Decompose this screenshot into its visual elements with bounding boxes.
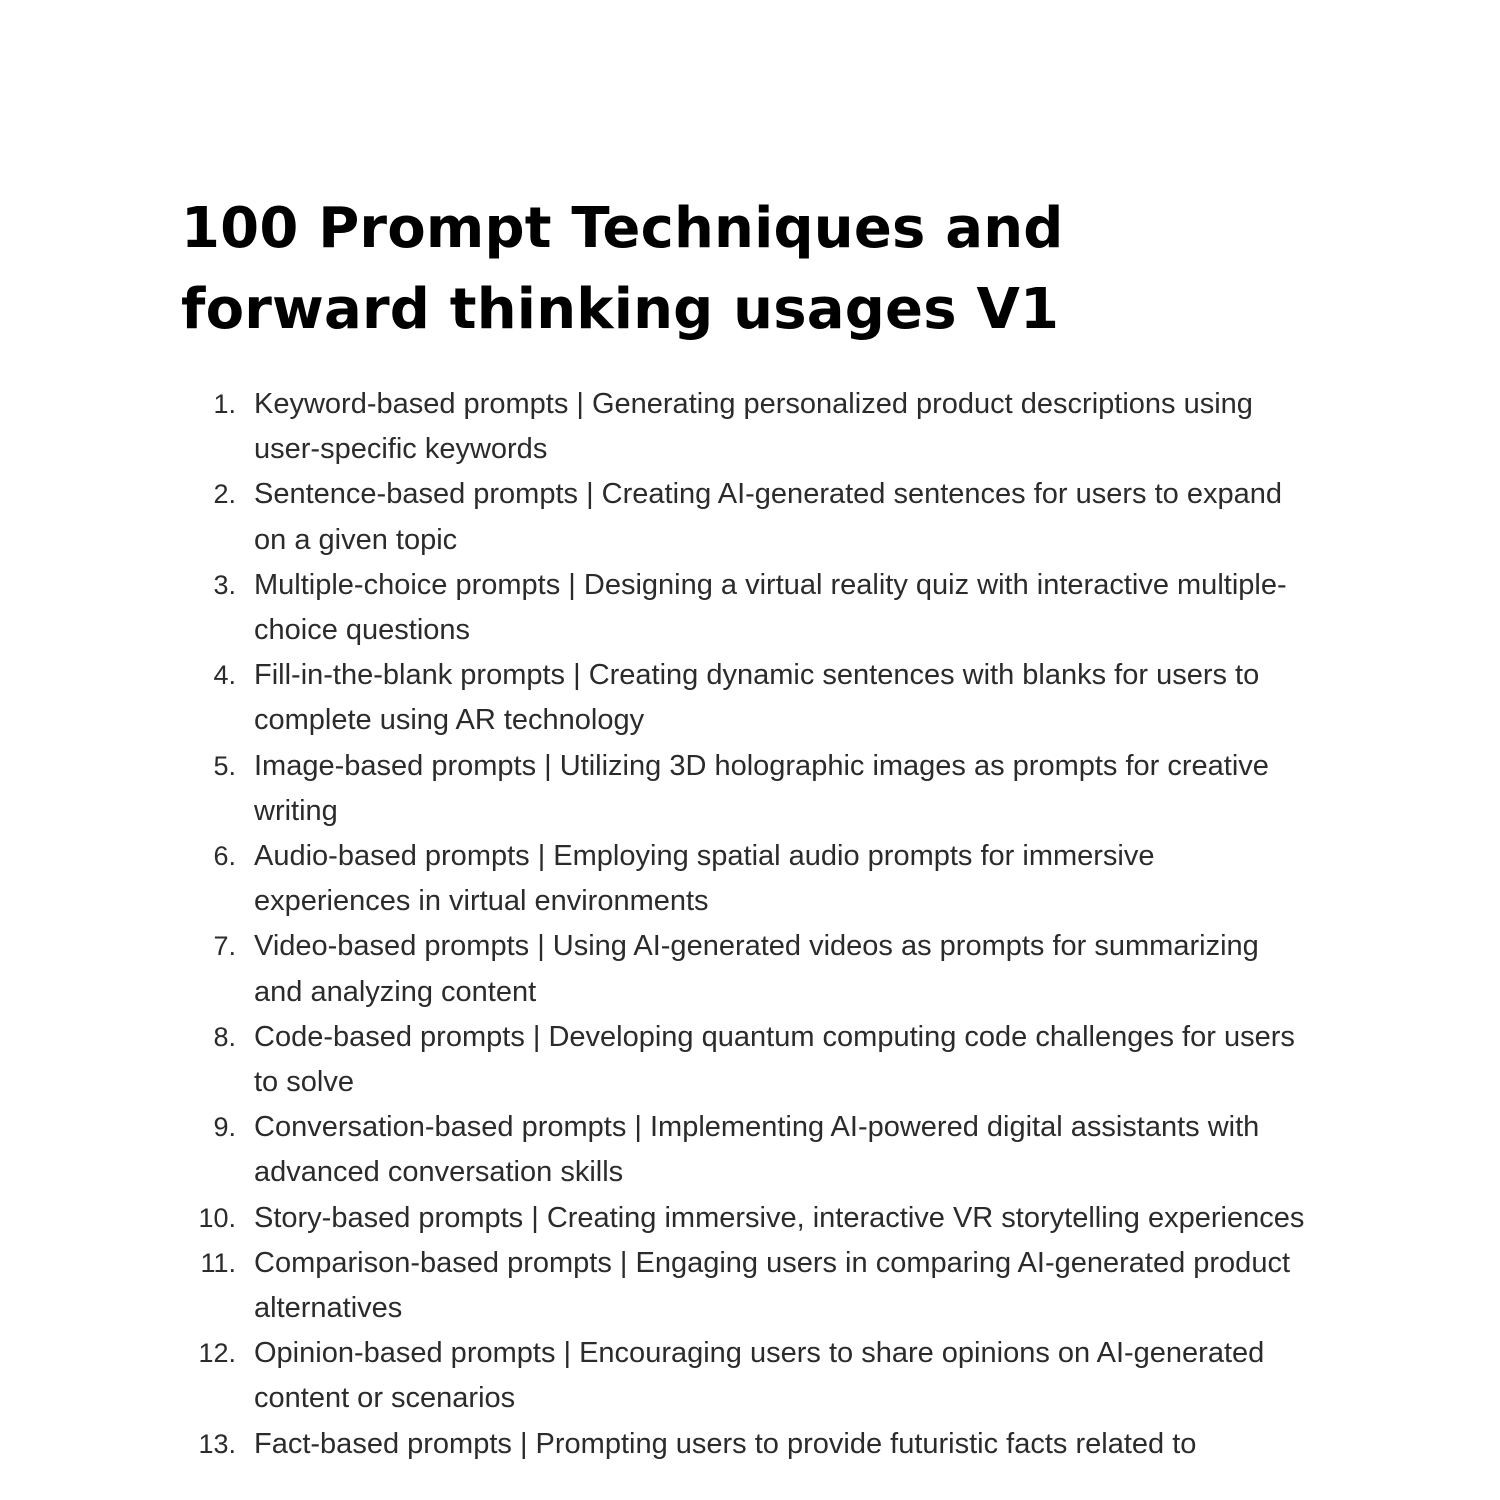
list-item-number: 5.: [213, 750, 236, 781]
list-item: [0, 1422, 1314, 1467]
list-item: [0, 382, 1314, 472]
list-item-text: Keyword-based prompts | Generating personalized product descriptions using user-specific keywords: [254, 388, 1253, 466]
list-item-number: 11.: [200, 1247, 236, 1278]
list-item: [0, 924, 1314, 1014]
list-item-text: Opinion-based prompts | Encouraging users to share opinions on AI-generated content or scenarios: [254, 1337, 1265, 1415]
list-item-text: Story-based prompts | Creating immersive, interactive VR storytelling experiences: [254, 1201, 1305, 1234]
list-item-number: 1.: [213, 389, 236, 419]
list-item: [0, 1196, 1314, 1241]
list-item: [0, 1241, 1314, 1331]
list-item-text: Code-based prompts | Developing quantum computing code challenges for users to solve: [254, 1020, 1295, 1099]
list-item: [0, 834, 1314, 924]
list-item: [0, 1015, 1314, 1105]
list-item-text: Video-based prompts | Using AI-generated videos as prompts for summarizing and analyzing content: [254, 930, 1259, 1008]
technique-list: [0, 382, 1500, 1467]
list-item-text: Fact-based prompts | Prompting users to provide futuristic facts related to: [254, 1427, 1197, 1460]
list-item-number: 4.: [213, 660, 236, 691]
list-item-number: 2.: [213, 479, 236, 510]
list-item: [0, 1331, 1314, 1421]
list-item-text: Audio-based prompts | Employing spatial audio prompts for immersive experiences in virtual environments: [254, 840, 1155, 918]
list-item-number: 8.: [213, 1021, 236, 1052]
list-item-text: Fill-in-the-blank prompts | Creating dynamic sentences with blanks for users to complete using AR technology: [254, 659, 1260, 737]
list-item-text: Comparison-based prompts | Engaging users in comparing AI-generated product alternatives: [254, 1246, 1290, 1325]
list-item-number: 9.: [213, 1112, 236, 1143]
list-item: [0, 472, 1314, 562]
list-item: [0, 653, 1314, 743]
list-item: [0, 1105, 1314, 1195]
list-item-number: 12.: [198, 1338, 236, 1369]
list-item: [0, 744, 1314, 834]
list-item-number: 13.: [198, 1428, 236, 1459]
list-item-text: Sentence-based prompts | Creating AI-generated sentences for users to expand on a given topic: [254, 478, 1282, 556]
list-item-text: Image-based prompts | Utilizing 3D holographic images as prompts for creative writing: [254, 749, 1269, 827]
list-item-text: Conversation-based prompts | Implementing AI-powered digital assistants with advanced conversation skills: [254, 1111, 1260, 1189]
list-item-text: Multiple-choice prompts | Designing a virtual reality quiz with interactive multiple-choice questions: [254, 568, 1287, 647]
list-item-number: 10.: [198, 1202, 236, 1233]
document-title: 100 Prompt Techniques and forward thinking usages V1: [181, 196, 1064, 342]
list-item: [0, 563, 1314, 653]
list-item-number: 3.: [213, 569, 236, 600]
list-item-number: 7.: [213, 931, 236, 962]
list-item-number: 6.: [213, 841, 236, 872]
